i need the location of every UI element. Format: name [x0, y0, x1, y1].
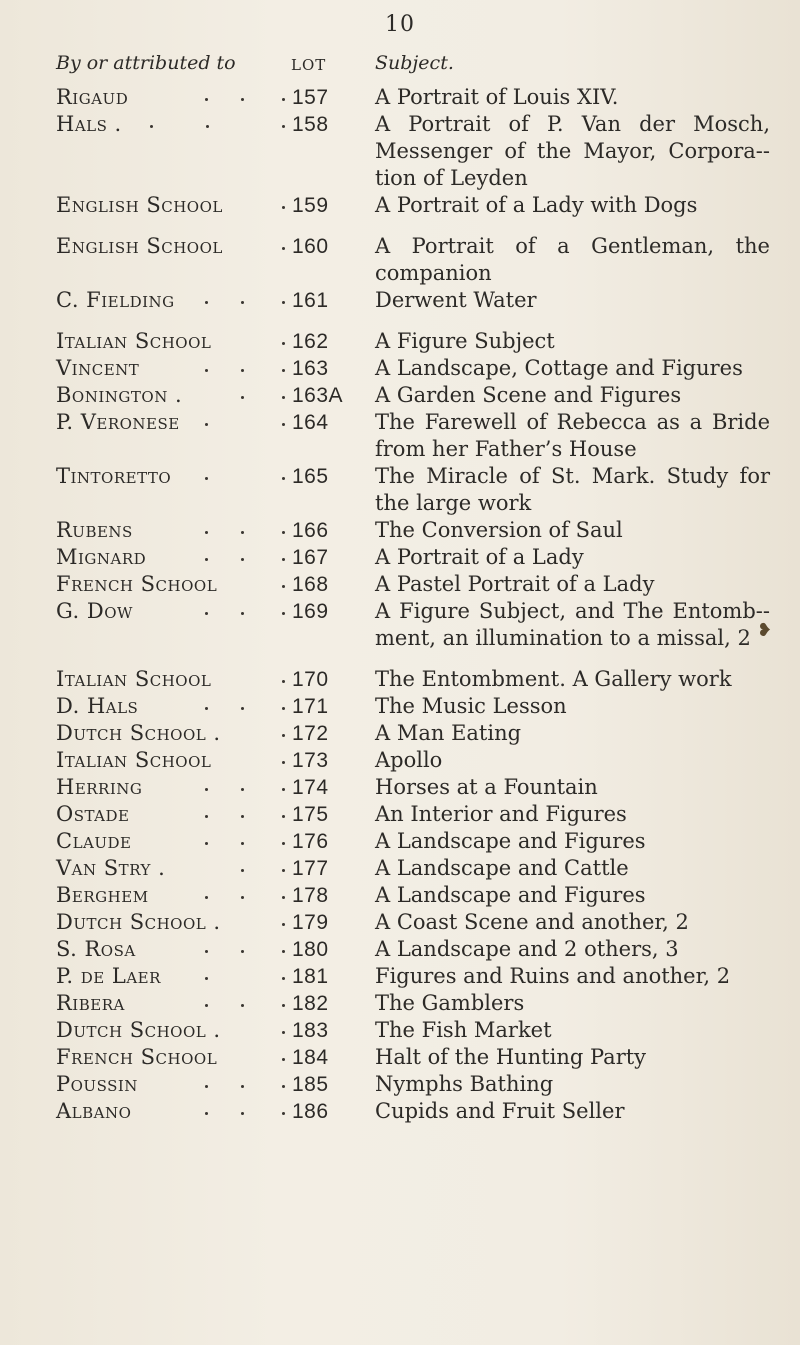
artist-name: Hals .	[56, 112, 122, 136]
subject-text: The Conversion of Saul	[375, 518, 623, 542]
lot-number: 179	[292, 911, 329, 934]
subject-text: A Pastel Portrait of a Lady	[375, 572, 655, 596]
lot-number: 172	[292, 722, 329, 745]
subject-text: The Gamblers	[375, 991, 525, 1015]
artist-name: French School	[56, 1045, 218, 1069]
subject-text: Nymphs Bathing	[375, 1072, 554, 1096]
subject-text: A Garden Scene and Figures	[375, 383, 682, 407]
subject-text: A Portrait of a Lady with Dogs	[375, 193, 698, 217]
artist-name: Ribera	[56, 991, 125, 1015]
artist-name: Italian School	[56, 748, 212, 772]
subject-text: A Landscape, Cottage and Figures	[375, 356, 743, 380]
lot-number: 174	[292, 776, 329, 799]
list-item	[0, 882, 800, 909]
subject-text: The Farewell of Rebecca as a Bride from her Father’s House	[375, 410, 770, 461]
artist-name: Italian School	[56, 329, 212, 353]
list-item	[0, 855, 800, 882]
artist-name: Poussin	[56, 1072, 138, 1096]
artist-name: Berghem	[56, 883, 149, 907]
list-item	[0, 720, 800, 747]
column-header-subject: Subject.	[375, 52, 454, 74]
lot-number: 171	[292, 695, 329, 718]
artist-name: D. Hals	[56, 694, 139, 718]
artist-name: Dutch School .	[56, 910, 221, 934]
artist-name: English School	[56, 234, 223, 258]
list-item	[0, 287, 800, 314]
lot-number: 159	[292, 194, 329, 217]
list-item	[0, 909, 800, 936]
artist-name: Italian School	[56, 667, 212, 691]
list-item	[0, 382, 800, 409]
subject-text: A Portrait of a Gentleman, the companion	[375, 234, 770, 285]
lot-number: 177	[292, 857, 329, 880]
artist-name: Rigaud	[56, 85, 129, 109]
artist-name: English School	[56, 193, 223, 217]
subject-text: A Portrait of a Lady	[375, 545, 584, 569]
list-item	[0, 801, 800, 828]
subject-text: Figures and Ruins and another, 2	[375, 964, 731, 988]
subject-text: Apollo	[375, 748, 443, 772]
list-item	[0, 936, 800, 963]
subject-text: A Landscape and Figures	[375, 883, 646, 907]
subject-text: A Landscape and 2 others, 3	[375, 937, 679, 961]
artist-name: Albano	[56, 1099, 132, 1123]
artist-name: Herring	[56, 775, 143, 799]
lot-number: 185	[292, 1073, 329, 1096]
list-item	[0, 963, 800, 990]
artist-name: G. Dow	[56, 599, 133, 623]
list-item	[0, 774, 800, 801]
list-item	[0, 1044, 800, 1071]
subject-text: Cupids and Fruit Seller	[375, 1099, 625, 1123]
lot-number: 180	[292, 938, 329, 961]
list-item	[0, 1071, 800, 1098]
subject-text: An Interior and Figures	[375, 802, 627, 826]
artist-name: French School	[56, 572, 218, 596]
artist-name: Bonington .	[56, 383, 183, 407]
artist-name: Tintoretto	[56, 464, 172, 488]
lot-number: 158	[292, 113, 329, 136]
catalogue-list	[0, 84, 800, 1125]
list-item	[0, 990, 800, 1017]
lot-number: 186	[292, 1100, 329, 1123]
subject-text: A Man Eating	[375, 721, 522, 745]
lot-number: 166	[292, 519, 329, 542]
lot-number: 175	[292, 803, 329, 826]
list-item	[0, 747, 800, 774]
page-number: 10	[385, 12, 415, 37]
lot-number: 178	[292, 884, 329, 907]
artist-name: Dutch School .	[56, 721, 221, 745]
list-item	[0, 598, 800, 652]
column-header-lot: LOT	[291, 56, 327, 74]
list-item	[0, 571, 800, 598]
list-item	[0, 1098, 800, 1125]
lot-number: 168	[292, 573, 329, 596]
lot-number: 170	[292, 668, 329, 691]
artist-name: Mignard	[56, 545, 147, 569]
list-item	[0, 111, 800, 192]
artist-name: Ostade	[56, 802, 130, 826]
subject-text: Derwent Water	[375, 288, 537, 312]
list-item	[0, 517, 800, 544]
lot-number: 160	[292, 235, 329, 258]
subject-text: A Coast Scene and another, 2	[375, 910, 689, 934]
lot-number: 176	[292, 830, 329, 853]
list-item	[0, 544, 800, 571]
list-item	[0, 409, 800, 463]
subject-text: The Fish Market	[375, 1018, 552, 1042]
lot-number: 161	[292, 289, 329, 312]
list-item	[0, 1017, 800, 1044]
artist-name: C. Fielding	[56, 288, 175, 312]
subject-text: A Figure Subject	[375, 329, 555, 353]
lot-number: 162	[292, 330, 329, 353]
list-item	[0, 84, 800, 111]
list-item	[0, 192, 800, 219]
lot-number: 164	[292, 411, 329, 434]
subject-text: The Entombment. A Gallery work	[375, 667, 732, 691]
lot-number: 163	[292, 357, 329, 380]
lot-number: 182	[292, 992, 329, 1015]
lot-number: 169	[292, 600, 329, 623]
lot-number: 183	[292, 1019, 329, 1042]
subject-text: Horses at a Fountain	[375, 775, 598, 799]
subject-text: A Figure Subject, and The Entomb-ment, an illumination to a missal, 2	[375, 599, 770, 650]
artist-name: Rubens	[56, 518, 133, 542]
lot-number: 173	[292, 749, 329, 772]
subject-text: A Portrait of P. Van der Mosch, Messenger of the Mayor, Corpora-tion of Leyden	[375, 112, 770, 190]
list-item	[0, 355, 800, 382]
artist-name: Dutch School .	[56, 1018, 221, 1042]
lot-number: 184	[292, 1046, 329, 1069]
subject-text: A Landscape and Cattle	[375, 856, 629, 880]
artist-name: Van Stry .	[56, 856, 166, 880]
lot-number: 165	[292, 465, 329, 488]
list-item	[0, 693, 800, 720]
list-item	[0, 328, 800, 355]
subject-text: A Portrait of Louis XIV.	[375, 85, 619, 109]
lot-number: 181	[292, 965, 329, 988]
lot-number: 157	[292, 86, 329, 109]
subject-text: Halt of the Hunting Party	[375, 1045, 647, 1069]
subject-text: The Miracle of St. Mark. Study for the large work	[375, 464, 770, 515]
list-item	[0, 233, 800, 287]
list-item	[0, 666, 800, 693]
lot-number: 163A	[292, 384, 344, 407]
subject-text: A Landscape and Figures	[375, 829, 646, 853]
lot-number: 167	[292, 546, 329, 569]
artist-name: Vincent	[56, 356, 140, 380]
artist-name: P. Veronese	[56, 410, 180, 434]
ink-mark-icon: ❥	[757, 620, 773, 641]
artist-name: P. de Laer	[56, 964, 161, 988]
column-header-artist: By or attributed to	[56, 52, 236, 74]
artist-name: S. Rosa	[56, 937, 136, 961]
subject-text: The Music Lesson	[375, 694, 567, 718]
list-item	[0, 463, 800, 517]
artist-name: Claude	[56, 829, 132, 853]
list-item	[0, 828, 800, 855]
